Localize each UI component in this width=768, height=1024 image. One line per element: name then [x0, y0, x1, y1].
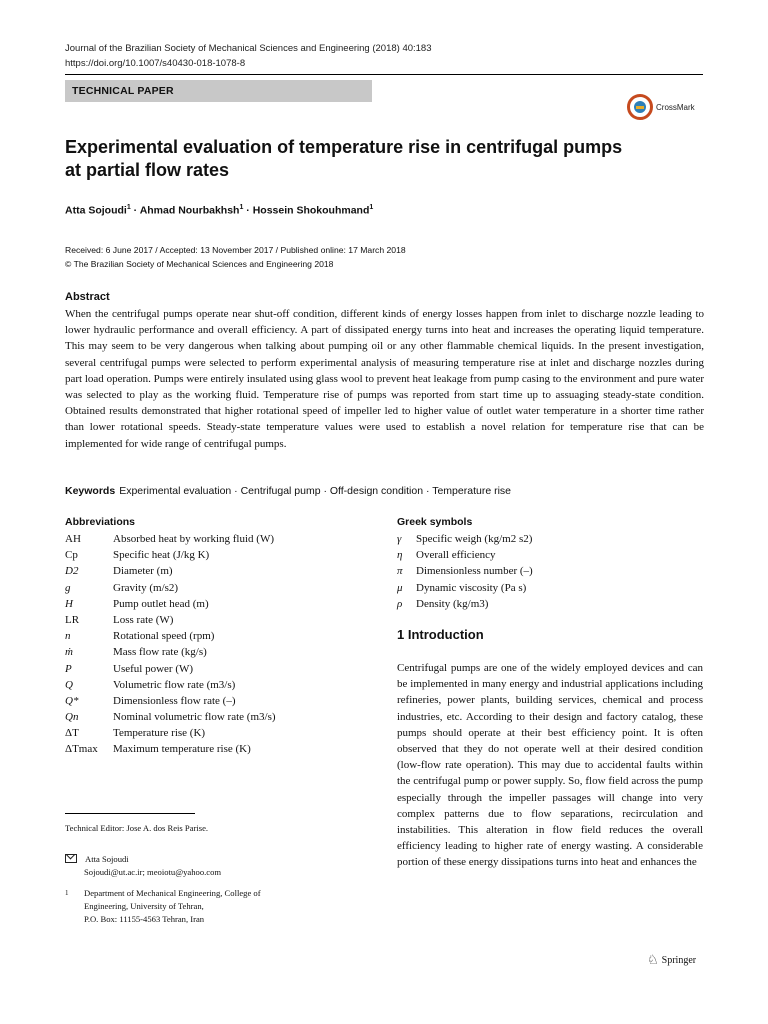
keywords-text: Experimental evaluation · Centrifugal pump · Off-design condition · Temperature rise — [119, 485, 511, 497]
abbreviation-row — [65, 709, 365, 725]
greek-symbol: γ — [397, 533, 402, 545]
abbr-symbol: Qn — [65, 711, 79, 724]
author-separator: · — [243, 204, 253, 217]
publication-dates — [65, 243, 406, 271]
journal-citation: Journal of the Brazilian Society of Mechanical Sciences and Engineering (2018) 40:183 — [65, 43, 432, 54]
keywords-label: Keywords — [65, 485, 116, 497]
copyright-line: © The Brazilian Society of Mechanical Sciences and Engineering 2018 — [65, 259, 334, 269]
abbreviation-row — [65, 628, 365, 644]
abbr-symbol: Q* — [65, 694, 79, 707]
abbr-definition: Diameter (m) — [113, 565, 173, 578]
introduction-text: Centrifugal pumps are one of the widely employed devices and can be implemented in many energy and industrial applications including refineries, power plants, building services, chemical and process industries, etc. According to their design and factory catalog, these pumps should operate at their best efficiency point. It is often observed that they do not operate well at their desired condition (low-flow rate operation). This may due to accidental faults within the centrifugal pump or power supply. So, flow field across the pump especially through the impeller passages will change into very complex patterns due to flow separations, recirculation and instabilities. This alteration in flow field reduces the overall efficiency leading to higher rate of energy wasting. A considerable portion of these energy dissipations turns into heat and enhances the — [397, 662, 703, 869]
author-affil-mark: 1 — [126, 204, 131, 211]
doi-link[interactable]: https://doi.org/10.1007/s40430-018-1078-8 — [65, 58, 246, 69]
crossmark-button[interactable] — [627, 93, 707, 121]
keywords — [65, 485, 511, 497]
greek-row — [397, 580, 697, 596]
author-separator: · — [130, 204, 140, 217]
abbr-symbol: g — [65, 581, 71, 594]
abbr-symbol: H — [65, 597, 73, 610]
technical-editor-note: Technical Editor: Jose A. dos Reis Parise. — [65, 823, 209, 833]
crossmark-label: CrossMark — [656, 102, 695, 112]
abbr-definition: Mass flow rate (kg/s) — [113, 646, 207, 659]
greek-symbols-list — [397, 531, 697, 612]
corresponding-email[interactable]: Sojoudi@ut.ac.ir; meoiotu@yahoo.com — [84, 867, 222, 877]
abbr-symbol: Cp — [65, 549, 78, 562]
abbr-symbol: ṁ — [65, 646, 73, 659]
greek-row — [397, 596, 697, 612]
greek-symbol: ρ — [397, 597, 403, 610]
greek-symbols-heading: Greek symbols — [397, 516, 473, 528]
affiliation-line: Department of Mechanical Engineering, College of — [84, 888, 261, 898]
greek-row — [397, 563, 697, 579]
paper-title — [65, 136, 665, 182]
abbr-definition: Pump outlet head (m) — [113, 597, 209, 610]
journal-header — [65, 41, 432, 71]
abbr-symbol: ΔT — [65, 727, 79, 740]
greek-definition: Dimensionless number (–) — [416, 565, 533, 578]
greek-row — [397, 547, 697, 563]
abbr-definition: Nominal volumetric flow rate (m3/s) — [113, 711, 276, 724]
abbr-symbol: P — [65, 662, 72, 675]
publisher-name: Springer — [661, 954, 697, 966]
abbreviations-heading: Abbreviations — [65, 516, 136, 528]
author-name[interactable]: Ahmad Nourbakhsh — [139, 204, 240, 217]
greek-definition: Overall efficiency — [416, 549, 496, 562]
greek-symbol: π — [397, 565, 403, 578]
abbreviation-row — [65, 725, 365, 741]
greek-definition: Specific weigh (kg/m2 s2) — [416, 533, 533, 545]
title-line: at partial flow rates — [65, 160, 230, 180]
greek-definition: Density (kg/m3) — [416, 597, 489, 610]
corresponding-author — [65, 853, 221, 879]
springer-horse-icon: ♘ — [647, 952, 659, 967]
abbreviation-row — [65, 563, 365, 579]
abbreviation-row — [65, 531, 365, 547]
abbr-symbol: Q — [65, 678, 73, 691]
dates-line: Received: 6 June 2017 / Accepted: 13 November 2017 / Published online: 17 March 2018 — [65, 245, 406, 255]
affiliation-line: P.O. Box: 11155-4563 Tehran, Iran — [84, 914, 205, 924]
abbreviation-row — [65, 547, 365, 563]
abstract-heading: Abstract — [65, 291, 110, 303]
abbreviation-row — [65, 644, 365, 660]
greek-row — [397, 531, 697, 547]
abbr-symbol: ΔTmax — [65, 743, 98, 756]
abbreviation-row — [65, 661, 365, 677]
abbr-definition: Loss rate (W) — [113, 613, 174, 626]
corresponding-name: Atta Sojoudi — [85, 854, 129, 864]
abbreviation-row — [65, 741, 365, 757]
abstract-text: When the centrifugal pumps operate near shut-off condition, different kinds of energy losses happen from inlet to discharge nozzle leading to lower hydraulic performance and overall efficiency. A part of dissipated energy turns into heat and increases the operating liquid temperature. This may seem to be very dangerous when talking about pumping oil or any other flammable chemical liquids. In the present investigation, several centrifugal pumps were selected to perform experimental analysis of measuring temperature rise at inlet and discharge nozzles during part load operation. Pumps were entirely insulated using glass wool to prevent heat leakage from pump casing to the environment and pure water was selected to play as the working fluid. Temperature rise of pumps was reported from start time up to assuaging steady-state condition. Obtained results demonstrated that higher rotational speed of impeller led to higher value of outlet water temperature in a shorter time rather than lower rotational speeds. Steady-state temperature values were used to establish a novel relation for temperature rise that can be implemented for wide range of centrifugal pumps. — [65, 308, 704, 450]
author-name[interactable]: Atta Sojoudi — [65, 204, 127, 217]
affiliation-number: 1 — [65, 889, 69, 897]
affiliation-footnote — [65, 887, 344, 926]
crossmark-icon — [627, 94, 653, 120]
footnote-rule — [65, 813, 195, 814]
title-line: Experimental evaluation of temperature rise in centrifugal pumps — [65, 137, 623, 157]
author-affil-mark: 1 — [239, 204, 244, 211]
author-affil-mark: 1 — [369, 204, 374, 211]
abbr-definition: Rotational speed (rpm) — [113, 630, 215, 643]
abbreviation-row — [65, 580, 365, 596]
header-rule — [65, 74, 703, 75]
abbr-symbol: AH — [65, 533, 81, 545]
abbr-symbol: D2 — [65, 565, 79, 578]
abbreviations-list — [65, 531, 365, 758]
abbr-symbol: n — [65, 630, 71, 643]
abbr-definition: Absorbed heat by working fluid (W) — [113, 533, 274, 545]
affiliation-line: Engineering, University of Tehran, — [84, 901, 204, 911]
greek-definition: Dynamic viscosity (Pa s) — [416, 581, 527, 594]
article-type-banner: TECHNICAL PAPER — [65, 80, 372, 102]
abbreviation-row — [65, 677, 365, 693]
abbr-definition: Specific heat (J/kg K) — [113, 549, 210, 562]
abbr-definition: Gravity (m/s2) — [113, 581, 179, 594]
abbr-definition: Useful power (W) — [113, 662, 194, 675]
greek-symbol: μ — [397, 581, 403, 594]
abbreviation-row — [65, 612, 365, 628]
abbreviation-row — [65, 596, 365, 612]
abbr-definition: Maximum temperature rise (K) — [113, 743, 251, 756]
abbr-definition: Dimensionless flow rate (–) — [113, 694, 236, 707]
publisher-logo — [647, 952, 696, 968]
author-name[interactable]: Hossein Shokouhmand — [252, 204, 370, 217]
introduction-heading: 1 Introduction — [397, 627, 484, 642]
abbr-definition: Volumetric flow rate (m3/s) — [113, 678, 236, 691]
greek-symbol: η — [397, 549, 403, 562]
abbr-definition: Temperature rise (K) — [113, 727, 206, 740]
abbr-symbol: LR — [65, 613, 80, 626]
envelope-icon — [65, 854, 77, 863]
abbreviation-row — [65, 693, 365, 709]
author-list — [65, 204, 373, 217]
